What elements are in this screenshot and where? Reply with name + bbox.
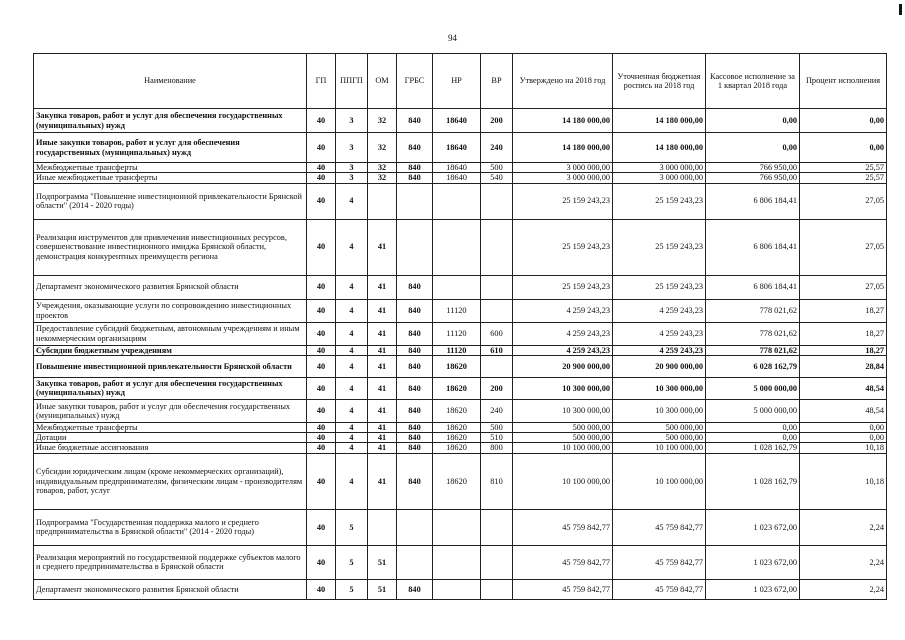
cell-om: 32 — [368, 133, 397, 163]
cell-om: 41 — [368, 219, 397, 275]
cell-vr — [481, 509, 513, 545]
cell-ppgp: 5 — [336, 509, 368, 545]
cell-vr — [481, 355, 513, 377]
page-number: 94 — [448, 33, 457, 43]
cell-grbs: 840 — [397, 355, 433, 377]
table-header-row — [34, 54, 887, 109]
row-name: Предоставление субсидий бюджетным, автономным учреждениям и иным некоммерческим организациям — [34, 322, 307, 345]
cell-approved: 45 759 842,77 — [513, 545, 613, 579]
cell-vr: 810 — [481, 453, 513, 509]
cell-refined: 45 759 842,77 — [613, 509, 706, 545]
cell-cash: 6 806 184,41 — [706, 183, 800, 219]
cell-percent: 2,24 — [800, 545, 887, 579]
table-row — [34, 133, 887, 163]
cell-vr — [481, 579, 513, 599]
cell-grbs: 840 — [397, 443, 433, 453]
table-row — [34, 579, 887, 599]
cell-gp: 40 — [307, 219, 336, 275]
cell-vr: 600 — [481, 322, 513, 345]
cell-vr — [481, 275, 513, 299]
cell-grbs — [397, 545, 433, 579]
cell-grbs: 840 — [397, 345, 433, 355]
cell-nr: 18640 — [433, 163, 481, 173]
cell-gp: 40 — [307, 443, 336, 453]
cell-ppgp: 4 — [336, 183, 368, 219]
cell-ppgp: 3 — [336, 109, 368, 133]
cell-vr: 500 — [481, 422, 513, 432]
row-name: Закупка товаров, работ и услуг для обеспечения государственных (муниципальных) нужд — [34, 109, 307, 133]
cell-om: 41 — [368, 377, 397, 399]
cell-cash: 1 028 162,79 — [706, 453, 800, 509]
column-header: Кассовое исполнение за 1 квартал 2018 года — [706, 54, 800, 109]
cell-grbs: 840 — [397, 109, 433, 133]
cell-nr: 18620 — [433, 377, 481, 399]
cell-percent: 10,18 — [800, 443, 887, 453]
cell-refined: 14 180 000,00 — [613, 109, 706, 133]
corner-mark — [899, 4, 902, 15]
cell-grbs: 840 — [397, 399, 433, 422]
row-name: Иные бюджетные ассигнования — [34, 443, 307, 453]
cell-gp: 40 — [307, 355, 336, 377]
cell-ppgp: 5 — [336, 579, 368, 599]
cell-gp: 40 — [307, 579, 336, 599]
cell-om: 51 — [368, 579, 397, 599]
cell-om: 41 — [368, 433, 397, 443]
cell-ppgp: 3 — [336, 163, 368, 173]
cell-vr: 200 — [481, 109, 513, 133]
cell-approved: 25 159 243,23 — [513, 183, 613, 219]
table-row — [34, 163, 887, 173]
cell-om — [368, 509, 397, 545]
cell-grbs: 840 — [397, 275, 433, 299]
cell-om: 41 — [368, 443, 397, 453]
cell-ppgp: 4 — [336, 219, 368, 275]
cell-refined: 4 259 243,23 — [613, 322, 706, 345]
table-row — [34, 355, 887, 377]
cell-grbs: 840 — [397, 322, 433, 345]
cell-nr — [433, 219, 481, 275]
column-header: Наименование — [34, 54, 307, 109]
cell-nr: 18620 — [433, 422, 481, 432]
cell-percent: 10,18 — [800, 453, 887, 509]
column-header: ГП — [307, 54, 336, 109]
cell-gp: 40 — [307, 173, 336, 183]
cell-percent: 0,00 — [800, 433, 887, 443]
cell-nr: 18620 — [433, 399, 481, 422]
row-name: Иные закупки товаров, работ и услуг для обеспечения государственных (муниципальных) нужд — [34, 399, 307, 422]
cell-approved: 500 000,00 — [513, 433, 613, 443]
table-row — [34, 183, 887, 219]
row-name: Дотации — [34, 433, 307, 443]
budget-table — [33, 53, 887, 600]
cell-nr: 11120 — [433, 322, 481, 345]
row-name: Межбюджетные трансферты — [34, 422, 307, 432]
row-name: Иные закупки товаров, работ и услуг для обеспечения государственных (муниципальных) нужд — [34, 133, 307, 163]
cell-approved: 500 000,00 — [513, 422, 613, 432]
cell-approved: 4 259 243,23 — [513, 322, 613, 345]
table-row — [34, 509, 887, 545]
cell-om: 41 — [368, 355, 397, 377]
cell-approved: 3 000 000,00 — [513, 173, 613, 183]
table-row — [34, 219, 887, 275]
cell-cash: 0,00 — [706, 133, 800, 163]
cell-nr: 18620 — [433, 433, 481, 443]
cell-nr: 18620 — [433, 453, 481, 509]
cell-nr — [433, 275, 481, 299]
cell-nr — [433, 579, 481, 599]
cell-cash: 778 021,62 — [706, 322, 800, 345]
column-header: НР — [433, 54, 481, 109]
cell-om: 41 — [368, 275, 397, 299]
cell-percent: 0,00 — [800, 422, 887, 432]
cell-nr — [433, 545, 481, 579]
row-name: Субсидии бюджетным учреждениям — [34, 345, 307, 355]
cell-cash: 778 021,62 — [706, 345, 800, 355]
cell-ppgp: 4 — [336, 443, 368, 453]
cell-approved: 45 759 842,77 — [513, 579, 613, 599]
cell-grbs: 840 — [397, 453, 433, 509]
cell-gp: 40 — [307, 163, 336, 173]
cell-om — [368, 183, 397, 219]
cell-percent: 25,57 — [800, 173, 887, 183]
cell-percent: 28,84 — [800, 355, 887, 377]
cell-vr: 510 — [481, 433, 513, 443]
cell-gp: 40 — [307, 422, 336, 432]
cell-refined: 45 759 842,77 — [613, 545, 706, 579]
cell-nr: 18640 — [433, 173, 481, 183]
cell-approved: 3 000 000,00 — [513, 163, 613, 173]
cell-refined: 4 259 243,23 — [613, 345, 706, 355]
column-header: ГРБС — [397, 54, 433, 109]
cell-ppgp: 4 — [336, 299, 368, 322]
cell-om: 41 — [368, 322, 397, 345]
row-name: Иные межбюджетные трансферты — [34, 173, 307, 183]
cell-cash: 1 028 162,79 — [706, 443, 800, 453]
table-row — [34, 422, 887, 432]
table-row — [34, 173, 887, 183]
row-name: Подпрограмма "Повышение инвестиционной привлекательности Брянской области" (2014 - 2020 годы) — [34, 183, 307, 219]
cell-nr: 18640 — [433, 109, 481, 133]
cell-om: 51 — [368, 545, 397, 579]
cell-gp: 40 — [307, 345, 336, 355]
cell-grbs: 840 — [397, 422, 433, 432]
cell-cash: 5 000 000,00 — [706, 377, 800, 399]
cell-grbs: 840 — [397, 579, 433, 599]
cell-nr: 18620 — [433, 443, 481, 453]
table-row — [34, 377, 887, 399]
table-row — [34, 433, 887, 443]
table-row — [34, 275, 887, 299]
cell-gp: 40 — [307, 109, 336, 133]
cell-refined: 4 259 243,23 — [613, 299, 706, 322]
cell-vr: 610 — [481, 345, 513, 355]
cell-cash: 0,00 — [706, 422, 800, 432]
cell-cash: 0,00 — [706, 433, 800, 443]
cell-cash: 1 023 672,00 — [706, 579, 800, 599]
cell-approved: 14 180 000,00 — [513, 133, 613, 163]
cell-ppgp: 4 — [336, 422, 368, 432]
cell-gp: 40 — [307, 299, 336, 322]
cell-gp: 40 — [307, 377, 336, 399]
cell-gp: 40 — [307, 545, 336, 579]
cell-grbs: 840 — [397, 433, 433, 443]
cell-percent: 27,05 — [800, 219, 887, 275]
column-header: ППГП — [336, 54, 368, 109]
row-name: Департамент экономического развития Брянской области — [34, 275, 307, 299]
cell-grbs: 840 — [397, 173, 433, 183]
cell-om: 32 — [368, 109, 397, 133]
cell-percent: 27,05 — [800, 183, 887, 219]
cell-ppgp: 4 — [336, 377, 368, 399]
row-name: Закупка товаров, работ и услуг для обеспечения государственных (муниципальных) нужд — [34, 377, 307, 399]
cell-cash: 766 950,00 — [706, 163, 800, 173]
cell-percent: 27,05 — [800, 275, 887, 299]
cell-om: 41 — [368, 399, 397, 422]
cell-gp: 40 — [307, 275, 336, 299]
cell-vr: 240 — [481, 399, 513, 422]
table-row — [34, 545, 887, 579]
cell-gp: 40 — [307, 133, 336, 163]
cell-ppgp: 4 — [336, 345, 368, 355]
cell-gp: 40 — [307, 433, 336, 443]
cell-cash: 5 000 000,00 — [706, 399, 800, 422]
table-row — [34, 299, 887, 322]
cell-percent: 2,24 — [800, 509, 887, 545]
cell-approved: 20 900 000,00 — [513, 355, 613, 377]
column-header: ВР — [481, 54, 513, 109]
table-row — [34, 322, 887, 345]
cell-cash: 1 023 672,00 — [706, 509, 800, 545]
row-name: Департамент экономического развития Брянской области — [34, 579, 307, 599]
cell-om: 41 — [368, 299, 397, 322]
cell-percent: 48,54 — [800, 377, 887, 399]
table-row — [34, 453, 887, 509]
cell-percent: 48,54 — [800, 399, 887, 422]
cell-refined: 10 300 000,00 — [613, 377, 706, 399]
cell-om: 32 — [368, 163, 397, 173]
cell-om: 41 — [368, 345, 397, 355]
column-header: Процент исполнения — [800, 54, 887, 109]
cell-refined: 10 100 000,00 — [613, 453, 706, 509]
cell-approved: 45 759 842,77 — [513, 509, 613, 545]
table-row — [34, 109, 887, 133]
cell-cash: 778 021,62 — [706, 299, 800, 322]
row-name: Подпрограмма "Государственная поддержка малого и среднего предпринимательства в Брянской области" (2014 - 2020 годы) — [34, 509, 307, 545]
cell-approved: 10 100 000,00 — [513, 453, 613, 509]
cell-vr: 800 — [481, 443, 513, 453]
cell-vr — [481, 545, 513, 579]
cell-ppgp: 4 — [336, 322, 368, 345]
column-header: Утверждено на 2018 год — [513, 54, 613, 109]
row-name: Реализация мероприятий по государственной поддержке субъектов малого и среднего предпринимательства в Брянской области — [34, 545, 307, 579]
cell-refined: 14 180 000,00 — [613, 133, 706, 163]
cell-ppgp: 4 — [336, 275, 368, 299]
cell-refined: 3 000 000,00 — [613, 163, 706, 173]
cell-vr — [481, 299, 513, 322]
cell-grbs — [397, 219, 433, 275]
cell-percent: 25,57 — [800, 163, 887, 173]
cell-grbs: 840 — [397, 299, 433, 322]
cell-vr: 500 — [481, 163, 513, 173]
cell-cash: 6 028 162,79 — [706, 355, 800, 377]
cell-nr — [433, 509, 481, 545]
cell-nr: 18620 — [433, 355, 481, 377]
cell-approved: 10 300 000,00 — [513, 377, 613, 399]
row-name: Учреждения, оказывающие услуги по сопровождению инвестиционных проектов — [34, 299, 307, 322]
cell-grbs — [397, 183, 433, 219]
cell-ppgp: 4 — [336, 399, 368, 422]
cell-cash: 1 023 672,00 — [706, 545, 800, 579]
cell-nr: 18640 — [433, 133, 481, 163]
table-row — [34, 443, 887, 453]
cell-approved: 10 300 000,00 — [513, 399, 613, 422]
cell-approved: 25 159 243,23 — [513, 219, 613, 275]
cell-vr: 540 — [481, 173, 513, 183]
row-name: Межбюджетные трансферты — [34, 163, 307, 173]
cell-gp: 40 — [307, 183, 336, 219]
cell-ppgp: 5 — [336, 545, 368, 579]
cell-approved: 4 259 243,23 — [513, 345, 613, 355]
cell-vr — [481, 183, 513, 219]
table-row — [34, 399, 887, 422]
row-name: Субсидии юридическим лицам (кроме некоммерческих организаций), индивидуальным предпринимателям, физическим лицам - производителям товаров, работ, услуг — [34, 453, 307, 509]
cell-gp: 40 — [307, 322, 336, 345]
cell-om: 32 — [368, 173, 397, 183]
cell-grbs — [397, 509, 433, 545]
cell-nr: 11120 — [433, 345, 481, 355]
cell-nr — [433, 183, 481, 219]
cell-refined: 3 000 000,00 — [613, 173, 706, 183]
cell-approved: 25 159 243,23 — [513, 275, 613, 299]
cell-refined: 25 159 243,23 — [613, 183, 706, 219]
cell-grbs: 840 — [397, 133, 433, 163]
cell-percent: 2,24 — [800, 579, 887, 599]
cell-refined: 10 100 000,00 — [613, 443, 706, 453]
cell-nr: 11120 — [433, 299, 481, 322]
cell-cash: 0,00 — [706, 109, 800, 133]
cell-refined: 25 159 243,23 — [613, 219, 706, 275]
cell-om: 41 — [368, 453, 397, 509]
cell-refined: 25 159 243,23 — [613, 275, 706, 299]
cell-vr: 240 — [481, 133, 513, 163]
row-name: Реализация инструментов для привлечения инвестиционных ресурсов, совершенствование инвестиционного имиджа Брянской области, демонстрация конкурентных преимуществ региона — [34, 219, 307, 275]
row-name: Повышение инвестиционной привлекательности Брянской области — [34, 355, 307, 377]
cell-refined: 20 900 000,00 — [613, 355, 706, 377]
table-body — [34, 109, 887, 600]
cell-vr: 200 — [481, 377, 513, 399]
cell-gp: 40 — [307, 453, 336, 509]
cell-ppgp: 4 — [336, 433, 368, 443]
cell-approved: 10 100 000,00 — [513, 443, 613, 453]
cell-approved: 4 259 243,23 — [513, 299, 613, 322]
cell-refined: 45 759 842,77 — [613, 579, 706, 599]
cell-gp: 40 — [307, 399, 336, 422]
cell-refined: 500 000,00 — [613, 433, 706, 443]
column-header: Уточненная бюджетная роспись на 2018 год — [613, 54, 706, 109]
cell-percent: 0,00 — [800, 133, 887, 163]
cell-percent: 18,27 — [800, 322, 887, 345]
cell-om: 41 — [368, 422, 397, 432]
cell-approved: 14 180 000,00 — [513, 109, 613, 133]
cell-percent: 18,27 — [800, 345, 887, 355]
cell-vr — [481, 219, 513, 275]
table-row — [34, 345, 887, 355]
cell-refined: 10 300 000,00 — [613, 399, 706, 422]
cell-cash: 6 806 184,41 — [706, 219, 800, 275]
cell-gp: 40 — [307, 509, 336, 545]
cell-cash: 766 950,00 — [706, 173, 800, 183]
cell-percent: 18,27 — [800, 299, 887, 322]
cell-cash: 6 806 184,41 — [706, 275, 800, 299]
cell-ppgp: 3 — [336, 133, 368, 163]
cell-ppgp: 4 — [336, 355, 368, 377]
cell-grbs: 840 — [397, 163, 433, 173]
column-header: ОМ — [368, 54, 397, 109]
cell-refined: 500 000,00 — [613, 422, 706, 432]
cell-ppgp: 4 — [336, 453, 368, 509]
cell-percent: 0,00 — [800, 109, 887, 133]
cell-grbs: 840 — [397, 377, 433, 399]
cell-ppgp: 3 — [336, 173, 368, 183]
